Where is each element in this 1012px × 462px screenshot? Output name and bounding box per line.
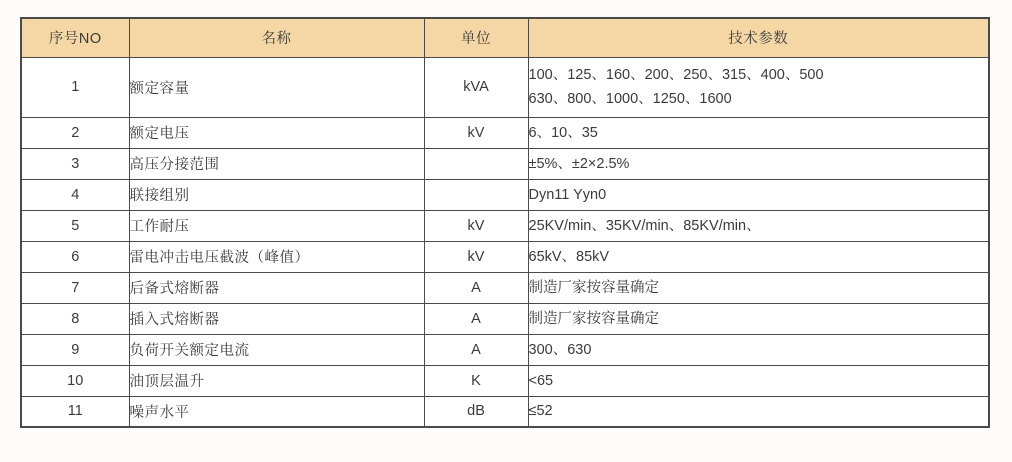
param-line: 25KV/min、35KV/min、85KV/min、 <box>528 217 761 234</box>
spec-table-header <box>21 18 989 57</box>
header-row <box>21 18 989 57</box>
column-header-params: 技术参数 <box>528 18 989 57</box>
table-row <box>21 396 989 427</box>
table-row <box>21 303 989 334</box>
cell-no: 4 <box>21 179 129 210</box>
cell-no: 10 <box>21 365 129 396</box>
cell-unit: kVA <box>424 57 528 117</box>
table-row <box>21 210 989 241</box>
table-row <box>21 148 989 179</box>
cell-name: 插入式熔断器 <box>129 303 424 334</box>
param-line: 6、10、35 <box>528 124 598 141</box>
cell-name: 联接组别 <box>129 179 424 210</box>
column-header-unit: 单位 <box>424 18 528 57</box>
cell-name: 额定电压 <box>129 117 424 148</box>
cell-name: 工作耐压 <box>129 210 424 241</box>
cell-no: 11 <box>21 396 129 427</box>
table-row <box>21 365 989 396</box>
cell-no: 5 <box>21 210 129 241</box>
param-line: Dyn11 Yyn0 <box>528 186 607 203</box>
cell-params <box>528 303 989 334</box>
spec-table <box>20 17 990 428</box>
cell-params <box>528 117 989 148</box>
cell-name: 油顶层温升 <box>129 365 424 396</box>
cell-no: 2 <box>21 117 129 148</box>
column-header-no: 序号NO <box>21 18 129 57</box>
param-line: 制造厂家按容量确定 <box>528 279 659 296</box>
param-line: ±5%、±2×2.5% <box>528 155 630 172</box>
cell-unit: A <box>424 303 528 334</box>
cell-unit: A <box>424 334 528 365</box>
cell-no: 1 <box>21 57 129 117</box>
cell-no: 3 <box>21 148 129 179</box>
table-row <box>21 57 989 117</box>
cell-unit: kV <box>424 241 528 272</box>
param-line: 630、800、1000、1250、1600 <box>528 91 732 107</box>
cell-unit: kV <box>424 210 528 241</box>
cell-name: 后备式熔断器 <box>129 272 424 303</box>
cell-name: 高压分接范围 <box>129 148 424 179</box>
cell-params <box>528 396 989 427</box>
cell-unit: dB <box>424 396 528 427</box>
cell-no: 9 <box>21 334 129 365</box>
cell-no: 7 <box>21 272 129 303</box>
param-line: ≤52 <box>528 403 553 420</box>
cell-unit: kV <box>424 117 528 148</box>
cell-name: 噪声水平 <box>129 396 424 427</box>
cell-params <box>528 179 989 210</box>
table-row <box>21 117 989 148</box>
cell-params <box>528 334 989 365</box>
cell-name: 额定容量 <box>129 57 424 117</box>
param-line: 300、630 <box>528 341 592 358</box>
table-row <box>21 241 989 272</box>
param-line: 制造厂家按容量确定 <box>528 310 659 327</box>
cell-params <box>528 365 989 396</box>
param-line: <65 <box>528 372 554 389</box>
param-line: 65kV、85kV <box>528 248 610 265</box>
table-row <box>21 272 989 303</box>
cell-params <box>528 241 989 272</box>
table-row <box>21 334 989 365</box>
param-line: 100、125、160、200、250、315、400、500 <box>528 67 824 83</box>
cell-name: 负荷开关额定电流 <box>129 334 424 365</box>
cell-params <box>528 57 989 117</box>
cell-params <box>528 148 989 179</box>
cell-unit <box>424 179 528 210</box>
cell-unit: K <box>424 365 528 396</box>
spec-table-body <box>21 57 989 427</box>
cell-params <box>528 272 989 303</box>
cell-unit: A <box>424 272 528 303</box>
cell-no: 8 <box>21 303 129 334</box>
column-header-name: 名称 <box>129 18 424 57</box>
cell-name: 雷电冲击电压截波（峰值） <box>129 241 424 272</box>
cell-unit <box>424 148 528 179</box>
table-row <box>21 179 989 210</box>
cell-no: 6 <box>21 241 129 272</box>
cell-params <box>528 210 989 241</box>
